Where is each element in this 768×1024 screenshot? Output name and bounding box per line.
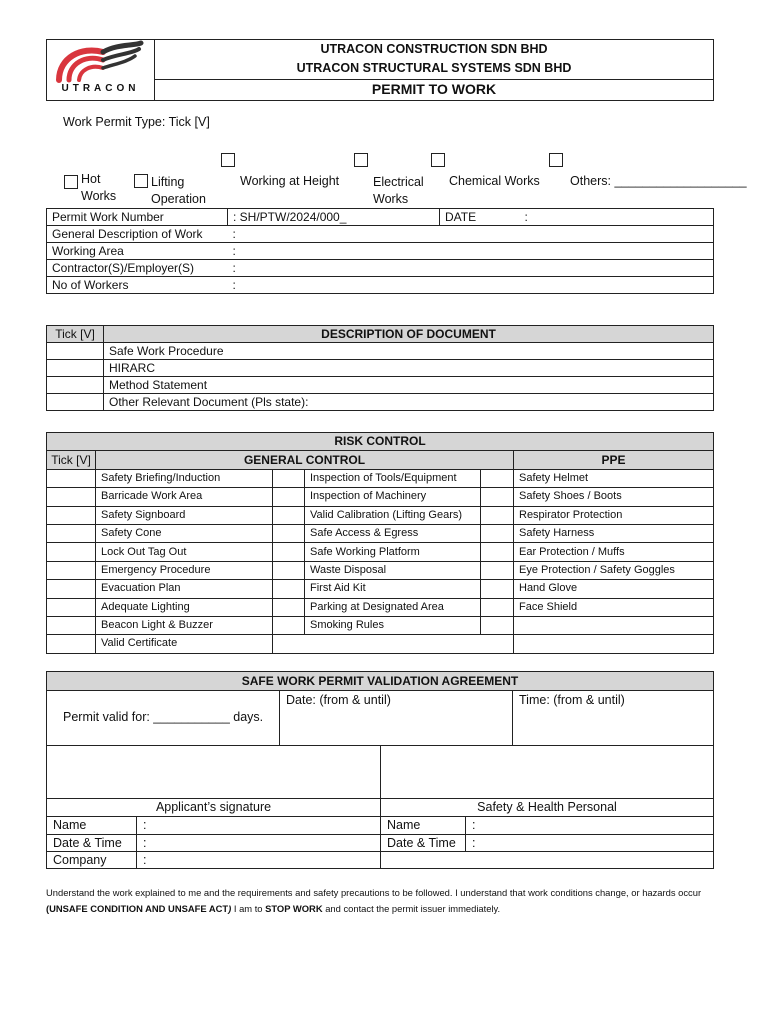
general-control-item: Barricade Work Area xyxy=(96,488,273,506)
date-label: DATE xyxy=(440,209,520,226)
risk-tick-cell[interactable] xyxy=(47,598,96,616)
risk-tick-cell[interactable] xyxy=(481,524,514,542)
logo-text: UTRACON xyxy=(61,83,140,94)
general-control-item: Inspection of Tools/Equipment xyxy=(305,469,481,487)
workers-value[interactable]: : xyxy=(228,277,714,294)
table-row xyxy=(47,469,714,487)
risk-tick-cell[interactable] xyxy=(273,616,305,634)
doc-tick-cell[interactable] xyxy=(47,377,104,394)
table-header-row xyxy=(47,451,714,469)
risk-tick-cell[interactable] xyxy=(273,488,305,506)
shp-datetime-value[interactable]: : xyxy=(472,836,476,850)
risk-tick-cell[interactable] xyxy=(273,598,305,616)
contractor-label: Contractor(S)/Employer(S) xyxy=(47,260,228,277)
risk-tick-cell[interactable] xyxy=(47,616,96,634)
table-row xyxy=(47,377,714,394)
doc-tick-header: Tick [V] xyxy=(47,326,104,343)
risk-tick-cell[interactable] xyxy=(273,580,305,598)
general-control-item: Safety Cone xyxy=(96,524,273,542)
working-at-height-checkbox[interactable] xyxy=(221,153,235,167)
general-control-item: Safe Working Platform xyxy=(305,543,481,561)
table-row xyxy=(47,277,714,294)
risk-control-table xyxy=(46,432,714,654)
general-control-item: Valid Calibration (Lifting Gears) xyxy=(305,506,481,524)
general-control-item: Waste Disposal xyxy=(305,561,481,579)
shp-datetime-label: Date & Time xyxy=(387,836,456,850)
general-control-item: Emergency Procedure xyxy=(96,561,273,579)
doc-item: Other Relevant Document (Pls state): xyxy=(104,394,714,411)
table-row xyxy=(47,260,714,277)
date-value[interactable]: : xyxy=(520,209,714,226)
option-others: Others: ___________________ xyxy=(570,174,747,188)
ppe-item: Ear Protection / Muffs xyxy=(514,543,714,561)
table-row xyxy=(47,616,714,634)
table-row xyxy=(47,543,714,561)
validation-agreement xyxy=(46,671,714,869)
permit-type-label: Work Permit Type: Tick [V] xyxy=(63,115,210,129)
risk-tick-cell[interactable] xyxy=(47,580,96,598)
applicant-signature-box[interactable] xyxy=(47,746,380,798)
description-label: General Description of Work xyxy=(47,226,228,243)
doc-item: HIRARC xyxy=(104,360,714,377)
company-name-1: UTRACON CONSTRUCTION SDN BHD xyxy=(320,42,548,56)
time-from-until-label: Time: (from & until) xyxy=(519,693,625,707)
general-control-item: Inspection of Machinery xyxy=(305,488,481,506)
table-row xyxy=(47,635,714,653)
general-control-header: GENERAL CONTROL xyxy=(96,451,514,469)
risk-tick-cell[interactable] xyxy=(47,524,96,542)
ppe-item: Hand Glove xyxy=(514,580,714,598)
hot-works-checkbox[interactable] xyxy=(64,175,78,189)
doc-tick-cell[interactable] xyxy=(47,360,104,377)
risk-tick-cell[interactable] xyxy=(47,469,96,487)
shp-signature-box[interactable] xyxy=(381,746,713,798)
table-header-row xyxy=(47,326,714,343)
ppe-header: PPE xyxy=(514,451,714,469)
ppe-item: Eye Protection / Safety Goggles xyxy=(514,561,714,579)
table-row xyxy=(47,360,714,377)
table-row xyxy=(47,524,714,542)
page-title: PERMIT TO WORK xyxy=(371,81,497,97)
workers-label: No of Workers xyxy=(47,277,228,294)
working-area-value[interactable]: : xyxy=(228,243,714,260)
risk-tick-cell[interactable] xyxy=(481,598,514,616)
table-row xyxy=(47,343,714,360)
shp-name-label: Name xyxy=(387,818,421,832)
general-control-item: Safe Access & Egress xyxy=(305,524,481,542)
risk-tick-cell[interactable] xyxy=(481,616,514,634)
doc-tick-cell[interactable] xyxy=(47,394,104,411)
chemical-works-checkbox[interactable] xyxy=(431,153,445,167)
risk-tick-cell[interactable] xyxy=(273,543,305,561)
risk-tick-cell[interactable] xyxy=(47,561,96,579)
doc-tick-cell[interactable] xyxy=(47,343,104,360)
general-control-item: Parking at Designated Area xyxy=(305,598,481,616)
general-control-item: Safety Briefing/Induction xyxy=(96,469,273,487)
doc-desc-header: DESCRIPTION OF DOCUMENT xyxy=(104,326,714,343)
risk-tick-cell[interactable] xyxy=(481,561,514,579)
electrical-works-checkbox[interactable] xyxy=(354,153,368,167)
company-name-2: UTRACON STRUCTURAL SYSTEMS SDN BHD xyxy=(296,61,572,75)
risk-tick-cell[interactable] xyxy=(481,506,514,524)
ppe-item xyxy=(514,616,714,634)
ppe-item: Face Shield xyxy=(514,598,714,616)
risk-tick-cell[interactable] xyxy=(481,543,514,561)
table-row xyxy=(47,561,714,579)
general-control-item: Valid Certificate xyxy=(96,635,273,653)
ppe-item: Respirator Protection xyxy=(514,506,714,524)
risk-tick-cell[interactable] xyxy=(481,580,514,598)
description-value[interactable]: : xyxy=(228,226,714,243)
option-working-at-height: Working at Height xyxy=(240,174,340,188)
applicant-datetime-label: Date & Time xyxy=(53,836,122,850)
general-control-item: Evacuation Plan xyxy=(96,580,273,598)
document-header xyxy=(46,39,714,101)
risk-tick-cell[interactable] xyxy=(47,488,96,506)
risk-tick-cell[interactable] xyxy=(47,543,96,561)
general-control-item: Lock Out Tag Out xyxy=(96,543,273,561)
applicant-name-value[interactable]: : xyxy=(143,818,147,832)
utracon-logo-icon xyxy=(47,40,154,84)
ppe-item: Safety Harness xyxy=(514,524,714,542)
table-row xyxy=(47,580,714,598)
risk-tick-cell[interactable] xyxy=(481,469,514,487)
ppe-item: Safety Shoes / Boots xyxy=(514,488,714,506)
applicant-company-value[interactable]: : xyxy=(143,853,147,867)
date-from-until-label: Date: (from & until) xyxy=(286,693,391,707)
logo xyxy=(47,40,155,100)
risk-tick-cell[interactable] xyxy=(273,561,305,579)
option-electrical-works: Electrical Works xyxy=(373,175,424,206)
option-chemical-works: Chemical Works xyxy=(449,174,540,188)
general-control-item: Beacon Light & Buzzer xyxy=(96,616,273,634)
applicant-company-label: Company xyxy=(53,853,107,867)
table-row xyxy=(47,226,714,243)
general-control-item: Adequate Lighting xyxy=(96,598,273,616)
working-area-label: Working Area xyxy=(47,243,228,260)
general-control-item: Safety Signboard xyxy=(96,506,273,524)
risk-tick-cell[interactable] xyxy=(47,506,96,524)
risk-tick-cell[interactable] xyxy=(47,635,96,653)
permit-valid-for[interactable]: Permit valid for: ___________ days. xyxy=(63,710,264,724)
table-row xyxy=(47,209,714,226)
permit-number-value[interactable]: : SH/PTW/2024/000_ xyxy=(228,209,440,226)
shp-name-value[interactable]: : xyxy=(472,818,476,832)
table-header-row xyxy=(47,433,714,451)
shp-signature-label: Safety & Health Personal xyxy=(477,800,617,814)
applicant-name-label: Name xyxy=(53,818,87,832)
general-control-item: First Aid Kit xyxy=(305,580,481,598)
option-hot-works: Hot Works xyxy=(81,172,117,203)
applicant-datetime-value[interactable]: : xyxy=(143,836,147,850)
validation-title: SAFE WORK PERMIT VALIDATION AGREEMENT xyxy=(47,672,713,691)
table-row xyxy=(47,598,714,616)
risk-tick-cell[interactable] xyxy=(481,488,514,506)
risk-tick-cell[interactable] xyxy=(273,506,305,524)
others-checkbox[interactable] xyxy=(549,153,563,167)
table-row xyxy=(47,243,714,260)
declaration-text: Understand the work explained to me and the requirements and safety precautions to be followed. I understand that work conditions change, or hazards occur (UNSAFE CONDITION AND UNSAFE ACT) I am to STOP WORK and contact the permit issuer immediately. xyxy=(46,887,702,914)
documents-table xyxy=(46,325,714,411)
empty-cell xyxy=(273,635,514,653)
permit-number-label: Permit Work Number xyxy=(47,209,228,226)
contractor-value[interactable]: : xyxy=(228,260,714,277)
doc-item: Safe Work Procedure xyxy=(104,343,714,360)
table-row xyxy=(47,506,714,524)
risk-tick-cell[interactable] xyxy=(273,524,305,542)
risk-tick-cell[interactable] xyxy=(273,469,305,487)
table-row xyxy=(47,394,714,411)
ppe-item: Safety Helmet xyxy=(514,469,714,487)
risk-control-title: RISK CONTROL xyxy=(47,433,714,451)
applicant-signature-label: Applicant’s signature xyxy=(155,800,272,814)
lifting-operation-checkbox[interactable] xyxy=(134,174,148,188)
table-row xyxy=(47,488,714,506)
option-lifting-operation: Lifting Operation xyxy=(151,175,206,206)
doc-item: Method Statement xyxy=(104,377,714,394)
empty-cell xyxy=(514,635,714,653)
risk-tick-header: Tick [V] xyxy=(47,451,96,469)
permit-info-table xyxy=(46,208,714,294)
general-control-item: Smoking Rules xyxy=(305,616,481,634)
